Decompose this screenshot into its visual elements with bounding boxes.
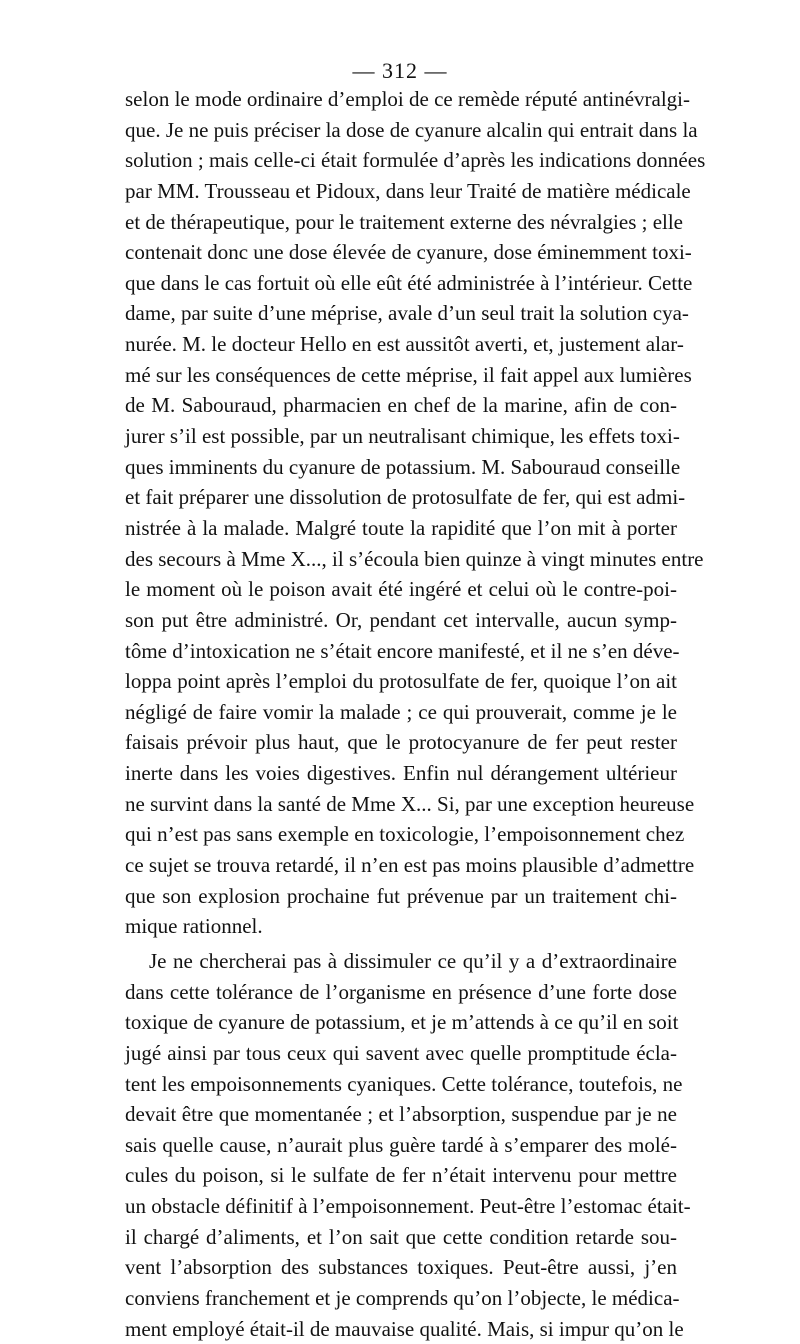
text-line: son put être administré. Or, pendant cet intervalle, aucun symp- bbox=[125, 607, 677, 632]
text-line: faisais prévoir plus haut, que le protocyanure de fer peut rester bbox=[125, 730, 677, 755]
text-line: ment employé était-il de mauvaise qualité. Mais, si impur qu’on le bbox=[125, 1316, 684, 1341]
text-line: loppa point après l’emploi du protosulfate de fer, quoique l’on ait bbox=[125, 669, 677, 694]
text-line: jurer s’il est possible, par un neutralisant chimique, les effets toxi- bbox=[125, 424, 680, 449]
text-line: de M. Sabouraud, pharmacien en chef de la marine, afin de con- bbox=[125, 393, 677, 418]
text-line: ce sujet se trouva retardé, il n’en est pas moins plausible d’admettre bbox=[125, 853, 695, 878]
text-line: par MM. Trousseau et Pidoux, dans leur Traité de matière médicale bbox=[125, 178, 691, 203]
text-line: ques imminents du cyanure de potassium. M. Sabouraud conseille bbox=[125, 454, 681, 479]
text-line: que. Je ne puis préciser la dose de cyanure alcalin qui entrait dans la bbox=[125, 117, 698, 142]
page-number: — 312 — bbox=[352, 58, 448, 83]
text-line: devait être que momentanée ; et l’absorption, suspendue par je ne bbox=[125, 1102, 677, 1127]
text-line: tent les empoisonnements cyaniques. Cette tolérance, toutefois, ne bbox=[125, 1071, 683, 1096]
text-line: tôme d’intoxication ne s’était encore manifesté, et il ne s’en déve- bbox=[125, 638, 680, 663]
text-line: que dans le cas fortuit où elle eût été administrée à l’intérieur. Cette bbox=[125, 270, 693, 295]
text-line: Je ne chercherai pas à dissimuler ce qu’il y a d’extraordinaire bbox=[149, 948, 677, 973]
text-line: vent l’absorption des substances toxiques. Peut-être aussi, j’en bbox=[125, 1255, 677, 1280]
text-line: il chargé d’aliments, et l’on sait que cette condition retarde sou- bbox=[125, 1224, 677, 1249]
text-line: et de thérapeutique, pour le traitement externe des névralgies ; elle bbox=[125, 209, 684, 234]
text-line: mé sur les conséquences de cette méprise, il fait appel aux lumières bbox=[125, 362, 692, 387]
body-text bbox=[125, 84, 706, 1344]
text-line: dans cette tolérance de l’organisme en présence d’une forte dose bbox=[125, 979, 677, 1004]
text-line: qui n’est pas sans exemple en toxicologie, l’empoisonnement chez bbox=[125, 822, 685, 847]
text-line: cules du poison, si le sulfate de fer n’était intervenu pour mettre bbox=[125, 1163, 677, 1188]
text-line: nistrée à la malade. Malgré toute la rapidité que l’on mit à porter bbox=[125, 515, 677, 540]
text-line: des secours à Mme X..., il s’écoula bien quinze à vingt minutes entre bbox=[125, 546, 704, 571]
text-line: un obstacle définitif à l’empoisonnement. Peut-être l’estomac était- bbox=[125, 1194, 691, 1219]
text-line: que son explosion prochaine fut prévenue par un traitement chi- bbox=[125, 883, 677, 908]
text-line: le moment où le poison avait été ingéré et celui où le contre-poi- bbox=[125, 577, 677, 602]
text-line: nurée. M. le docteur Hello en est aussitôt averti, et, justement alar- bbox=[125, 332, 684, 357]
text-line: solution ; mais celle-ci était formulée d’après les indications données bbox=[125, 148, 706, 173]
text-line: jugé ainsi par tous ceux qui savent avec quelle promptitude écla- bbox=[125, 1040, 677, 1065]
text-line: ne survint dans la santé de Mme X... Si, par une exception heureuse bbox=[125, 791, 695, 816]
text-line: sais quelle cause, n’aurait plus guère tardé à s’emparer des molé- bbox=[125, 1132, 677, 1157]
text-line: conviens franchement et je comprends qu’on l’objecte, le médica- bbox=[125, 1285, 680, 1310]
text-line: contenait donc une dose élevée de cyanure, dose éminemment toxi- bbox=[125, 240, 692, 265]
text-line: mique rationnel. bbox=[125, 914, 263, 939]
text-line: toxique de cyanure de potassium, et je m’attends à ce qu’il en soit bbox=[125, 1010, 679, 1035]
text-line: négligé de faire vomir la malade ; ce qui prouverait, comme je le bbox=[125, 699, 677, 724]
text-line: dame, par suite d’une méprise, avale d’un seul trait la solution cya- bbox=[125, 301, 689, 326]
text-line: et fait préparer une dissolution de protosulfate de fer, qui est admi- bbox=[125, 485, 686, 510]
text-line: inerte dans les voies digestives. Enfin nul dérangement ultérieur bbox=[125, 761, 677, 786]
text-line: selon le mode ordinaire d’emploi de ce remède réputé antinévralgi- bbox=[125, 87, 691, 111]
